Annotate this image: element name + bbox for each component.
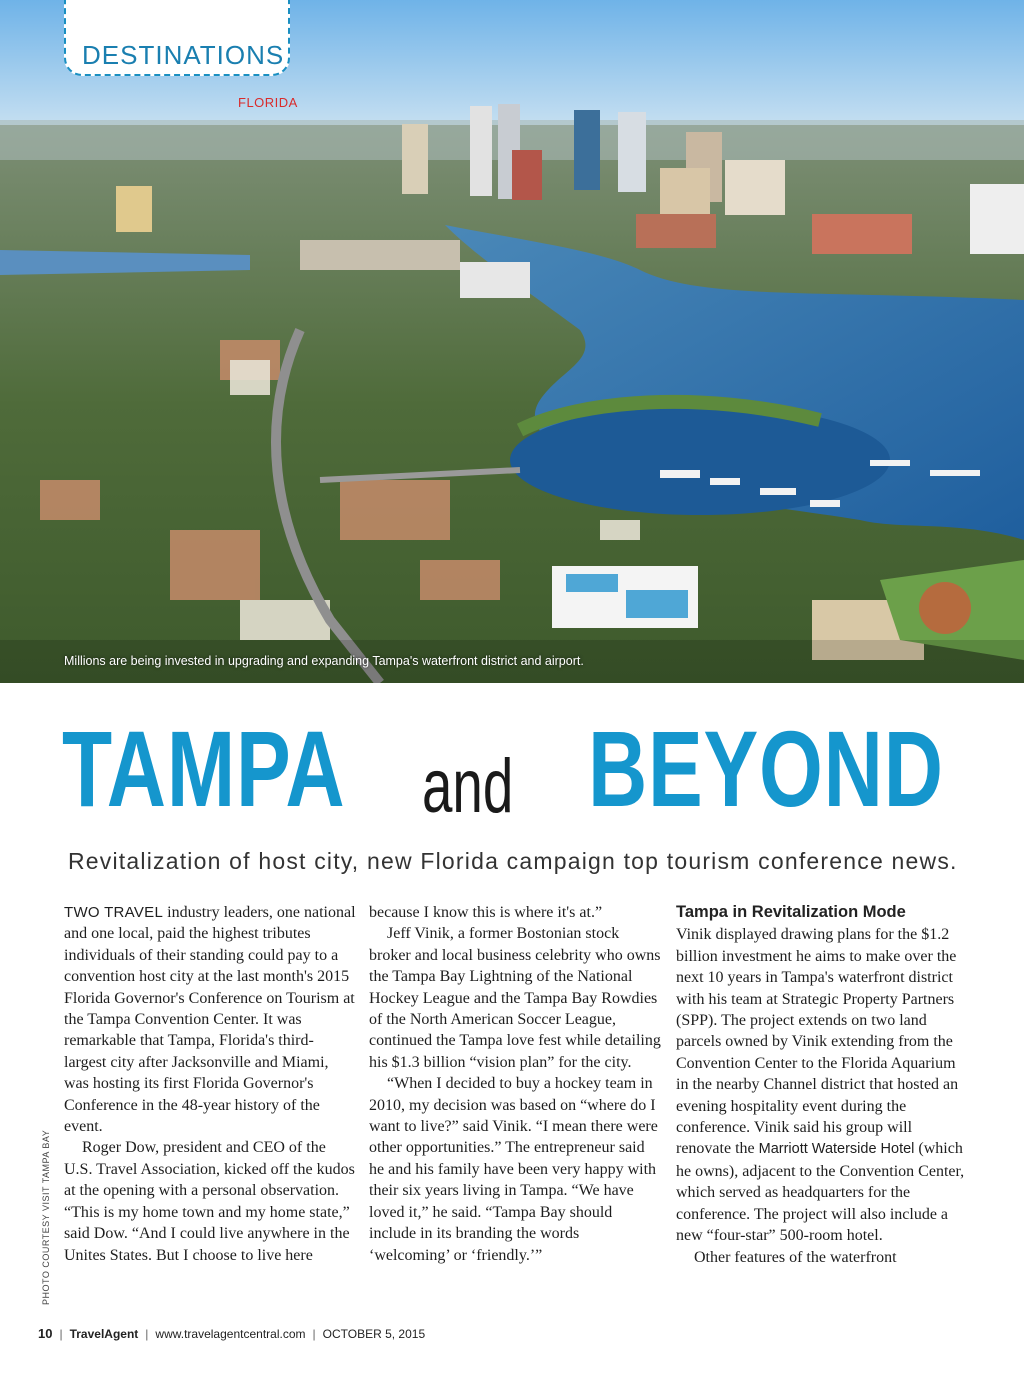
column-3-text-b: (which he owns), adjacent to the Convention Center, which served as headquarters for the conference. The project will also include a new “four-star” 500-room hotel. bbox=[676, 1140, 965, 1245]
headline-tampa: TAMPA bbox=[62, 708, 346, 829]
headline-and: and bbox=[422, 744, 514, 829]
article-column-2 bbox=[369, 902, 661, 1266]
section-sublabel: FLORIDA bbox=[238, 95, 298, 110]
article-column-3 bbox=[676, 902, 966, 1268]
article-column-1 bbox=[64, 902, 356, 1266]
footer-separator: | bbox=[312, 1327, 316, 1341]
issue-date: OCTOBER 5, 2015 bbox=[322, 1327, 426, 1341]
column-2-paragraph-2: Jeff Vinik, a former Bostonian stock broker and local business celebrity who owns the Tampa Bay Lightning of the National Hockey League and the Tampa Bay Rowdies of the North American Soccer League, continued the Tampa love fest while detailing his $1.3 billion “vision plan” for the city. bbox=[369, 925, 661, 1071]
hero-photo bbox=[0, 0, 1024, 683]
hotel-name: Marriott Waterside Hotel bbox=[758, 1141, 915, 1158]
column-2-paragraph-3: “When I decided to buy a hockey team in 2010, my decision was based on “where do I want to live?” said Vinik. “I mean there were other opportunities.” The entrepreneur said he and his family have been very happy with their six years living in Tampa. “We have loved it,” he said. “Tampa Bay should include in its branding the words ‘welcoming’ or ‘friendly.’” bbox=[369, 1075, 658, 1264]
column-1-paragraph-2: Roger Dow, president and CEO of the U.S. Travel Association, kicked off the kudos at the opening with a personal observation. “This is my home town and my home state,” said Dow. “And I could live anywhere in the Unites States. But I choose to live here bbox=[64, 1139, 355, 1264]
headline-beyond: BEYOND bbox=[588, 708, 944, 829]
footer-separator: | bbox=[59, 1327, 63, 1341]
column-1-paragraph-1 bbox=[64, 902, 356, 1137]
publication-name: TravelAgent bbox=[69, 1327, 139, 1341]
photo-credit: PHOTO COURTESY VISIT TAMPA BAY bbox=[41, 1129, 51, 1305]
section-label: DESTINATIONS bbox=[82, 40, 285, 70]
lead-in: TWO TRAVEL bbox=[64, 904, 164, 921]
column-2-paragraph-1: because I know this is where it's at.” bbox=[369, 904, 603, 921]
column-3-text-a: Vinik displayed drawing plans for the $1.2 billion investment he aims to make over the next 10 years in Tampa's waterfront district with his team at Strategic Property Partners (SPP). The project extends on two land parcels owned by Vinik extending from the Convention Center to the Florida Aquarium in the nearby Channel district that hosted an evening hospitality event during the conference. Vinik said his group will renovate the bbox=[676, 926, 959, 1158]
page-number: 10 bbox=[38, 1326, 53, 1341]
column-3-paragraph-2: Other features of the waterfront bbox=[694, 1248, 897, 1266]
footer-separator: | bbox=[145, 1327, 149, 1341]
photo-caption: Millions are being invested in upgrading and expanding Tampa's waterfront district and airport. bbox=[64, 654, 584, 668]
subheadline: Revitalization of host city, new Florida campaign top tourism conference news. bbox=[68, 848, 958, 874]
section-heading: Tampa in Revitalization Mode bbox=[676, 903, 906, 921]
headline bbox=[60, 694, 960, 844]
lead-paragraph-text: industry leaders, one national and one local, paid the highest tributes individuals of their standing could pay to a convention host city at the last month's 2015 Florida Governor's Conference on Tourism at the Tampa Convention Center. It was remarkable that Tampa, Florida's third-largest city after Jacksonville and Miami, was hosting its first Florida Governor's Conference in the 48-year history of the event. bbox=[64, 904, 356, 1136]
column-3-paragraph-1 bbox=[676, 924, 966, 1246]
footer-url[interactable]: www.travelagentcentral.com bbox=[155, 1327, 306, 1341]
aerial-city-illustration bbox=[0, 0, 1024, 683]
page-footer bbox=[38, 1326, 425, 1341]
